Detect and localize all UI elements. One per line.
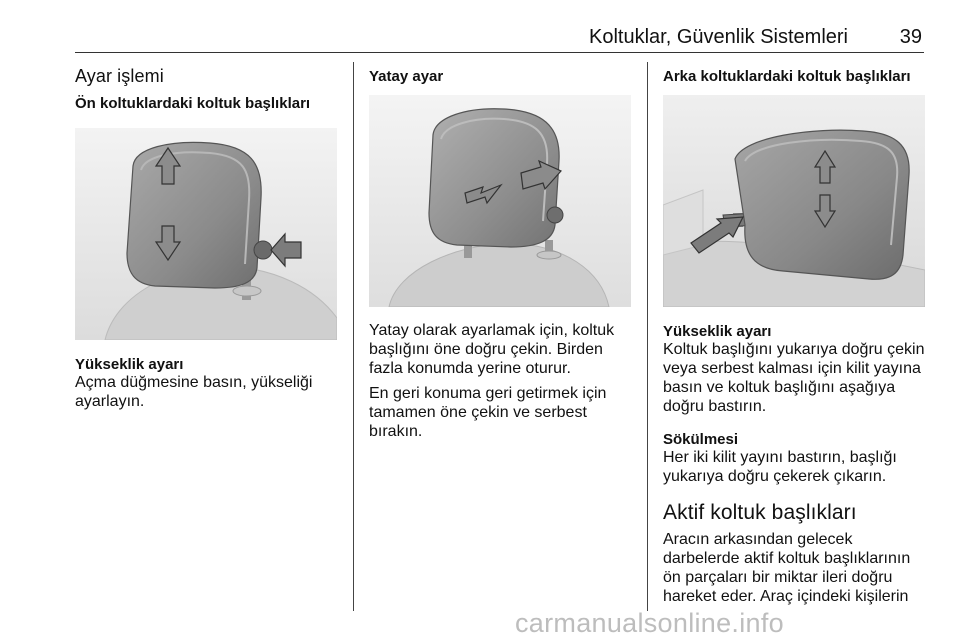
paragraph-horizontal-1: Yatay olarak ayarlamak için, koltuk başlığını öne doğru çekin. Birden fazla konumda yerine oturur. xyxy=(369,322,615,377)
subtitle-front-headrests: Ön koltuklardaki koltuk başlıkları xyxy=(75,95,311,112)
page-header xyxy=(75,26,924,53)
paragraph-active-headrests: Aracın arkasından gelecek darbelerde aktif koltuk başlıklarının ön parçaları bir miktar ileri doğru hareket eder. Araç içindeki kişilerin xyxy=(663,531,911,605)
watermark: carmanualsonline.info xyxy=(515,608,784,638)
paragraph-horizontal-2: En geri konuma geri getirmek için tamamen öne çekin ve serbest bırakın. xyxy=(369,385,607,440)
subtitle-horizontal: Yatay ayar xyxy=(369,68,444,85)
front-headrest-height-illustration xyxy=(75,128,337,340)
subtitle-rear-headrests: Arka koltuklardaki koltuk başlıkları xyxy=(663,68,911,85)
section-title-active-headrests: Aktif koltuk başlıkları xyxy=(663,501,857,524)
heading-removal: Sökülmesi xyxy=(663,431,739,448)
heading-height-rear: Yükseklik ayarı xyxy=(663,323,772,340)
caption-text-height: Açma düğmesine basın, yükseliği ayarlayın. xyxy=(75,374,313,410)
rear-headrest-illustration xyxy=(663,95,925,307)
front-headrest-horizontal-illustration xyxy=(369,95,631,307)
column-divider-1 xyxy=(353,62,354,611)
paragraph-height-rear: Koltuk başlığını yukarıya doğru çekin veya serbest kalması için kilit yayına basın ve koltuk başlığını aşağıya doğru bastırın. xyxy=(663,341,925,415)
paragraph-removal: Her iki kilit yayını bastırın, başlığı yukarıya doğru çekerek çıkarın. xyxy=(663,449,897,485)
caption-heading-height: Yükseklik ayarı xyxy=(75,356,184,373)
column-3 xyxy=(663,62,925,606)
column-2 xyxy=(369,62,631,441)
column-divider-2 xyxy=(647,62,648,611)
column-1 xyxy=(75,62,337,411)
page-title: Koltuklar, Güvenlik Sistemleri xyxy=(589,26,848,48)
section-title-adjustment: Ayar işlemi xyxy=(75,66,164,86)
page-number: 39 xyxy=(899,26,922,48)
